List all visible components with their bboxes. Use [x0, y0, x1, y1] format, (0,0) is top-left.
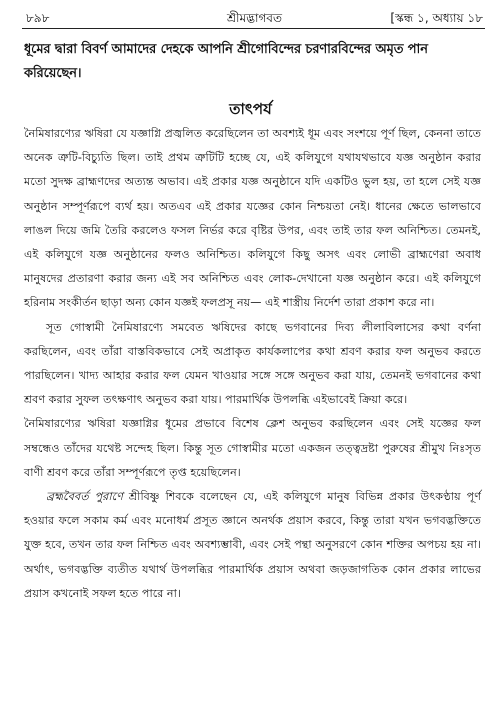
header-divider — [22, 28, 485, 29]
paragraph: সূত গোস্বামী নৈমিষারণ্যে সমবেত ঋষিদের কাছে ভগবানের দিব্য লীলাবিলাসের কথা বর্ণনা করছিলেন, এবং তাঁরা বাস্তবিকভাবে সেই অপ্রাকৃত কার্যকলাপের কথা শ্রবণ করার ফল অনুভব করতে পারছিলেন। খাদ্য আহার করার ফল যেমন খাওয়ার সঙ্গে সঙ্গে অনুভব করা যায়, তেমনই ভগবানের কথা শ্রবণ করার সুফল তৎক্ষণাৎ অনুভব করা যায়। পারমার্থিক উপলব্ধি এইভাবেই ক্রিয়া করে। — [24, 320, 481, 407]
canto-chapter-label: [স্কন্ধ ১, অধ্যায় ১৮ — [390, 11, 483, 25]
purport-body — [24, 122, 481, 606]
paragraph-text: শ্রীবিষ্ণু শিবকে বলেছেন যে, এই কলিযুগে মানুষ বিভিন্ন প্রকার উৎকণ্ঠায় পূর্ণ হওয়ার ফলে সকাম কর্ম এবং মনোধর্ম প্রসূত জ্ঞানে অনর্থক প্রয়াস করবে, কিন্তু তারা যখন ভগবদ্ভক্তিতে যুক্ত হবে, তখন তার ফল নিশ্চিত এবং অবশ্যম্ভাবী, এবং সেই পন্থা অনুসরণে কোন শক্তির অপচয় হয় না। অর্থাৎ, ভগবদ্ভক্তি ব্যতীত যথার্থ উপলব্ধির পারমার্থিক প্রয়াস অথবা জড়জাগতিক কোন প্রকার লাভের প্রয়াস কখনোই সফল হতে পারে না। — [24, 490, 481, 600]
page-number: ৮৯৮ — [26, 11, 50, 25]
paragraph: নৈমিষারণ্যের ঋষিরা যে যজ্ঞাগ্নি প্রজ্বলিত করেছিলেন তা অবশ্যই ধূম এবং সংশয়ে পূর্ণ ছিল, কেননা তাতে অনেক ত্রুটি-বিচ্যুতি ছিল। তাই প্রথম ত্রুটিটি হচ্ছে যে, এই কলিযুগে যথাযথভাবে যজ্ঞ অনুষ্ঠান করার মতো সুদক্ষ ব্রাহ্মণদের অত্যন্ত অভাব। এই প্রকার যজ্ঞ অনুষ্ঠানে যদি একটিও ভুল হয়, তা হলে সেই যজ্ঞ অনুষ্ঠান সম্পূর্ণরূপে ব্যর্থ হয়। অতএব এই প্রকার যজ্ঞের কোন নিশ্চয়তা নেই। ধানের ক্ষেতে ভালভাবে লাঙল দিয়ে জমি তৈরি করলেও ফসল নির্ভর করে বৃষ্টির উপর, এবং তাই তার ফল অনিশ্চিত। তেমনই, এই কলিযুগে যজ্ঞ অনুষ্ঠানের ফলও অনিশ্চিত। কলিযুগে কিছু অসৎ এবং লোভী ব্রাহ্মণেরা অবাধ মানুষদের প্রতারণা করার জন্য এই সব অনিশ্চিত এবং লোক-দেখানো যজ্ঞ অনুষ্ঠান করে। এই কলিযুগে হরিনাম সংকীর্তন ছাড়া অন্য কোন যজ্ঞই ফলপ্রসূ নয়— এই শাস্ত্রীয় নির্দেশ তারা প্রকাশ করে না। — [24, 127, 481, 310]
book-title: শ্রীমদ্ভাগবত — [226, 11, 282, 25]
paragraph — [24, 485, 481, 606]
scripture-reference: ব্রহ্মবৈবর্ত পুরাণে — [46, 490, 123, 504]
paragraph: নৈমিষারণ্যের ঋষিরা যজ্ঞাগ্নির ধূমের প্রভাবে বিশেষ ক্লেশ অনুভব করছিলেন এবং সেই যজ্ঞের ফল সম্বন্ধেও তাঁদের যথেষ্ট সন্দেহ ছিল। কিন্তু সূত গোস্বামীর মতো একজন তত্ত্বদ্রষ্টা পুরুষের শ্রীমুখ নিঃসৃত বাণী শ্রবণ করে তাঁরা সম্পূর্ণরূপে তৃপ্ত হয়েছিলেন। — [24, 417, 481, 479]
verse-translation: ধূমের দ্বারা বিবর্ণ আমাদের দেহকে আপনি শ্রীগোবিন্দের চরণারবিন্দের অমৃত পান করিয়েছেন। — [24, 42, 428, 81]
page-header — [26, 8, 483, 28]
purport-heading: তাৎপর্য — [229, 100, 272, 118]
